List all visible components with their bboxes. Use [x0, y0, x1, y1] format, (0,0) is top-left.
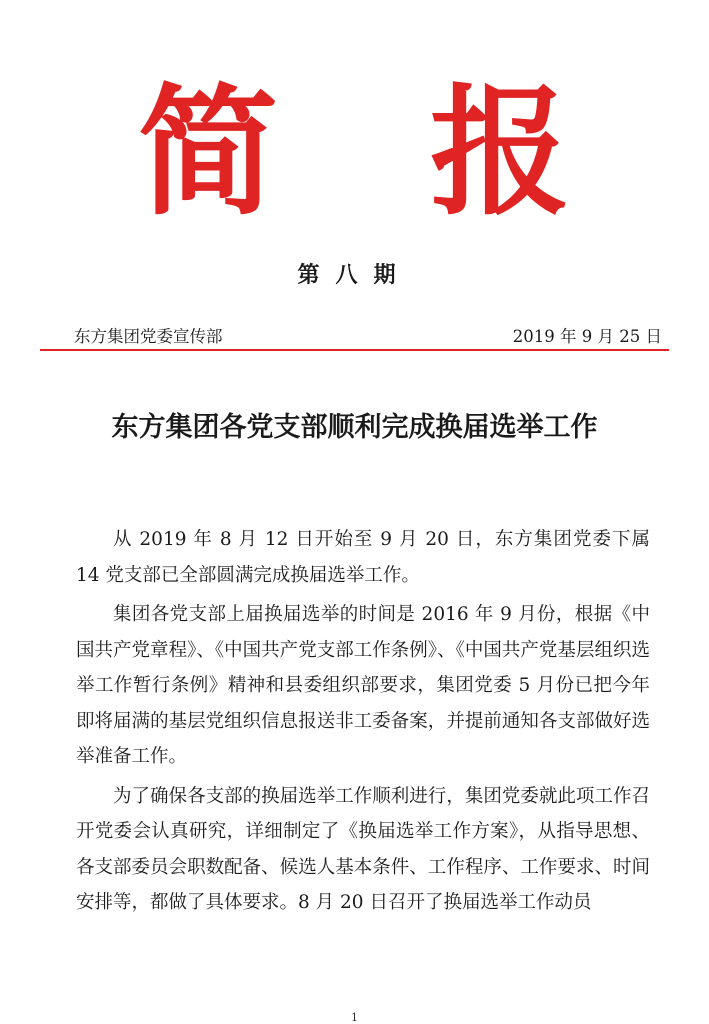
article-body	[76, 522, 650, 921]
article-headline: 东方集团各党支部顺利完成换届选举工作	[111, 412, 598, 443]
masthead-char-bao: 报	[430, 71, 571, 235]
issue-number: 第八期	[297, 263, 412, 288]
paragraph: 从 2019 年 8 月 12 日开始至 9 月 20 日，东方集团党委下属 14 党支部已全部圆满完成换届选举工作。	[76, 529, 650, 586]
masthead-char-jian: 简	[138, 71, 279, 235]
meta-row	[74, 326, 662, 348]
red-divider	[40, 349, 669, 351]
page-number: 1	[351, 1011, 358, 1024]
masthead-title	[0, 71, 709, 235]
publisher: 东方集团党委宣传部	[74, 327, 223, 346]
paragraph: 集团各党支部上届换届选举的时间是 2016 年 9 月份，根据《中国共产党章程》、《中国共产党支部工作条例》、《中国共产党基层组织选举工作暂行条例》精神和县委组织部要求，集团党委 5 月份已把今年即将届满的基层党组织信息报送非工委备案，并提前通知各支部做好选举准备工作。	[76, 604, 650, 767]
publish-date: 2019 年 9 月 25 日	[512, 327, 662, 346]
paragraph: 为了确保各支部的换届选举工作顺利进行，集团党委就此项工作召开党委会认真研究，详细制定了《换届选举工作方案》，从指导思想、各支部委员会职数配备、候选人基本条件、工作程序、工作要求、时间安排等，都做了具体要求。8 月 20 日召开了换届选举工作动员	[76, 785, 650, 913]
